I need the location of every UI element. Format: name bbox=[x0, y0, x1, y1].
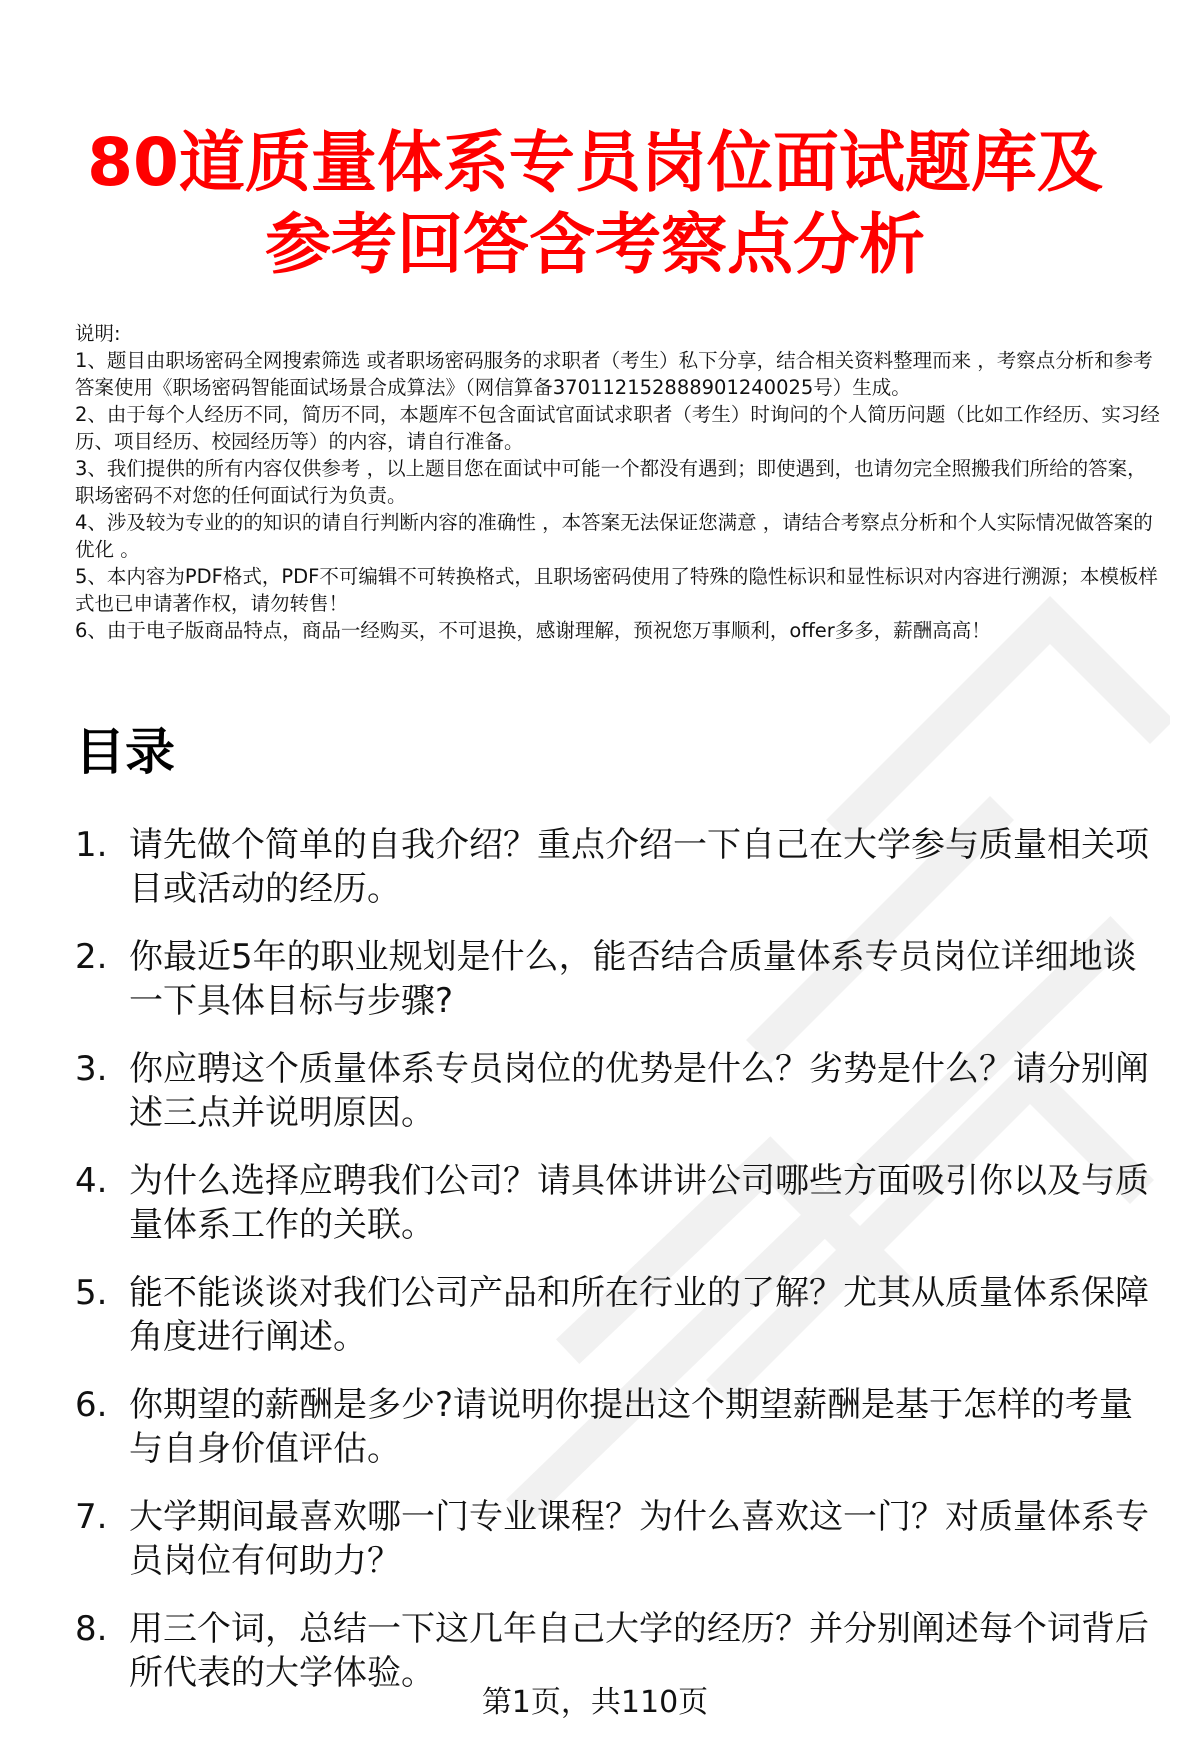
toc-item[interactable] bbox=[75, 1047, 1165, 1135]
toc-item[interactable] bbox=[75, 1607, 1165, 1695]
toc-item-number: 1. bbox=[75, 825, 108, 865]
notes-section bbox=[75, 320, 1165, 644]
toc-item-text: 能不能谈谈对我们公司产品和所在行业的了解？尤其从质量体系保障角度进行阐述。 bbox=[129, 1273, 1149, 1357]
toc-item-text: 请先做个简单的自我介绍？重点介绍一下自己在大学参与质量相关项目或活动的经历。 bbox=[129, 825, 1149, 909]
document-title bbox=[60, 122, 1130, 286]
toc-item-number: 3. bbox=[75, 1049, 108, 1089]
page-footer: 第1页，共110页 bbox=[481, 1685, 709, 1720]
toc-item[interactable] bbox=[75, 823, 1165, 911]
toc-item-number: 2. bbox=[75, 937, 108, 977]
toc-item[interactable] bbox=[75, 1383, 1165, 1471]
toc-item-number: 6. bbox=[75, 1385, 108, 1425]
toc-item-number: 5. bbox=[75, 1273, 108, 1313]
note-2: 2、由于每个人经历不同，简历不同，本题库不包含面试官面试求职者（考生）时询问的个人简历问题（比如工作经历、实习经历、项目经历、校园经历等）的内容，请自行准备。 bbox=[75, 403, 1160, 453]
toc-item[interactable] bbox=[75, 1159, 1165, 1247]
document-title-line-2: 参考回答含考察点分析 bbox=[265, 206, 925, 283]
document-title-line-1: 80道质量体系专员岗位面试题库及 bbox=[87, 124, 1103, 201]
toc-item-text: 你最近5年的职业规划是什么，能否结合质量体系专员岗位详细地谈一下具体目标与步骤? bbox=[129, 937, 1137, 1021]
note-3: 3、我们提供的所有内容仅供参考 ，以上题目您在面试中可能一个都没有遇到；即使遇到，也请勿完全照搬我们所给的答案，职场密码不对您的任何面试行为负责。 bbox=[75, 457, 1147, 507]
toc-item-number: 7. bbox=[75, 1497, 108, 1537]
toc-heading: 目录 bbox=[75, 723, 175, 781]
note-1: 1、题目由职场密码全网搜索筛选 或者职场密码服务的求职者（考生）私下分享，结合相关资料整理而来 ，考察点分析和参考答案使用《职场密码智能面试场景合成算法》（网信算备370112152888901240025号）生成。 bbox=[75, 349, 1153, 399]
toc-list bbox=[75, 823, 1165, 1719]
toc-item-text: 你期望的薪酬是多少?请说明你提出这个期望薪酬是基于怎样的考量与自身价值评估。 bbox=[129, 1385, 1134, 1469]
toc-item-text: 为什么选择应聘我们公司？请具体讲讲公司哪些方面吸引你以及与质量体系工作的关联。 bbox=[129, 1161, 1149, 1245]
toc-item[interactable] bbox=[75, 935, 1165, 1023]
note-5: 5、本内容为PDF格式，PDF不可编辑不可转换格式，且职场密码使用了特殊的隐性标识和显性标识对内容进行溯源；本模板样式也已申请著作权，请勿转售！ bbox=[75, 565, 1158, 615]
notes-heading: 说明: bbox=[75, 322, 121, 345]
toc-item[interactable] bbox=[75, 1271, 1165, 1359]
toc-item-text: 大学期间最喜欢哪一门专业课程？为什么喜欢这一门？对质量体系专员岗位有何助力？ bbox=[129, 1497, 1149, 1581]
toc-item-text: 你应聘这个质量体系专员岗位的优势是什么？劣势是什么？请分别阐述三点并说明原因。 bbox=[129, 1049, 1149, 1133]
toc-item-number: 8. bbox=[75, 1609, 108, 1649]
toc-item-text: 用三个词，总结一下这几年自己大学的经历？并分别阐述每个词背后所代表的大学体验。 bbox=[129, 1609, 1149, 1693]
note-4: 4、涉及较为专业的的知识的请自行判断内容的准确性 ，本答案无法保证您满意 ，请结合考察点分析和个人实际情况做答案的优化 。 bbox=[75, 511, 1153, 561]
note-6: 6、由于电子版商品特点，商品一经购买，不可退换，感谢理解，预祝您万事顺利，offer多多，薪酬高高！ bbox=[75, 619, 991, 642]
toc-item[interactable] bbox=[75, 1495, 1165, 1583]
toc-item-number: 4. bbox=[75, 1161, 108, 1201]
